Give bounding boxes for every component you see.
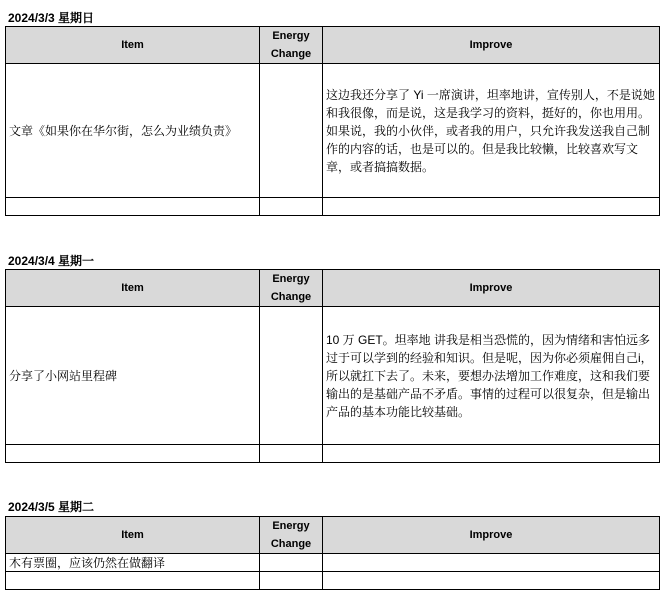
improve-cell: 这边我还分享了 Yi 一席演讲，坦率地讲，宣传别人，不是说她和我很像，而是说，这是我学习的资料，挺好的，你也用用。如果说，我的小伙伴，或者我的用户，只允许我发送我自己制作的内容的话，也是可以的。但是我比较懒，比较喜欢写文章，或者搞搞数据。: [323, 64, 660, 198]
section-date: 2024/3/4 星期一: [8, 254, 95, 268]
table-row: [6, 554, 660, 572]
table-row: [6, 64, 660, 198]
header-improve: Improve: [323, 27, 660, 64]
improve-cell: [323, 554, 660, 572]
header-improve: Improve: [323, 270, 660, 307]
header-item: Item: [6, 27, 260, 64]
log-table: [5, 516, 660, 590]
header-item: Item: [6, 270, 260, 307]
header-item: Item: [6, 517, 260, 554]
empty-row: [6, 198, 660, 216]
header-energy-change: Energy Change: [260, 517, 323, 554]
empty-row: [6, 572, 660, 590]
item-cell: 木有票圈，应该仍然在做翻译: [6, 554, 260, 572]
empty-row: [6, 445, 660, 463]
improve-cell: 10 万 GET。坦率地 讲我是相当恐慌的，因为情绪和害怕远多过于可以学到的经验和知识。但是呢，因为你必须雇佣自己i，所以就扛下去了。未来，要想办法增加工作难度，这和我们要输出的是基础产品不矛盾。事情的过程可以很复杂，但是输出产品的基本功能比较基础。: [323, 307, 660, 445]
energy-change-cell: [260, 64, 323, 198]
item-cell: 文章《如果你在华尔街，怎么为业绩负责》: [6, 64, 260, 198]
header-improve: Improve: [323, 517, 660, 554]
section-date: 2024/3/5 星期二: [8, 500, 95, 514]
log-table: [5, 269, 660, 463]
log-table: [5, 26, 660, 216]
energy-change-cell: [260, 307, 323, 445]
header-energy-change: Energy Change: [260, 270, 323, 307]
section-date: 2024/3/3 星期日: [8, 11, 95, 25]
table-row: [6, 307, 660, 445]
item-cell: 分享了小网站里程碑: [6, 307, 260, 445]
energy-change-cell: [260, 554, 323, 572]
header-energy-change: Energy Change: [260, 27, 323, 64]
